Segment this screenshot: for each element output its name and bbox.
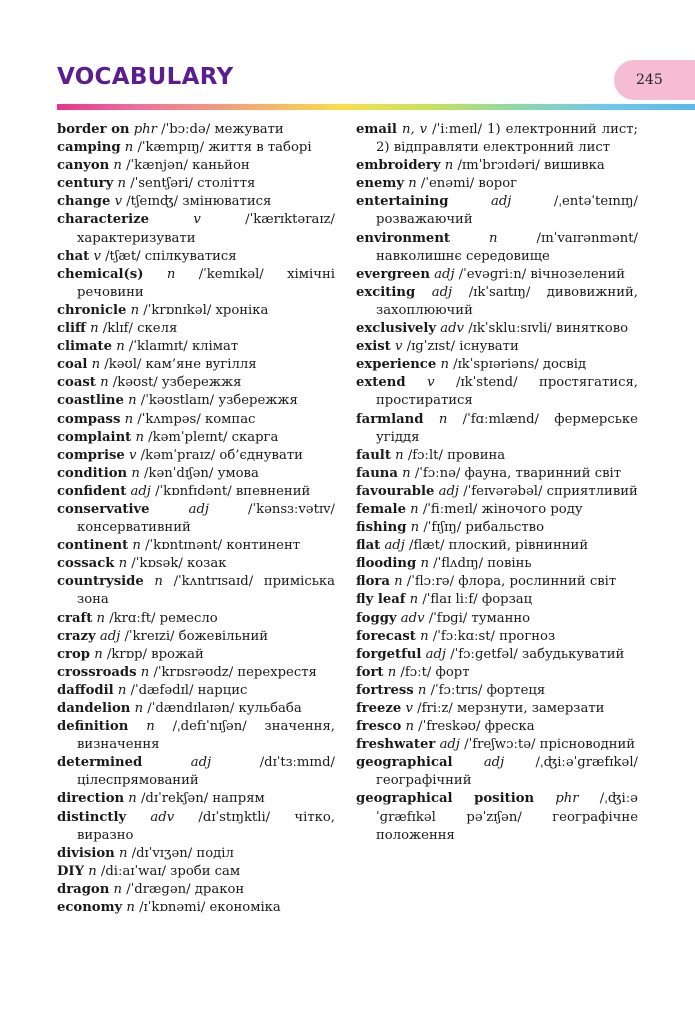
entry-part-of-speech: n — [126, 900, 135, 916]
entry-word: crazy — [57, 628, 96, 644]
vocabulary-entry — [356, 718, 638, 736]
entry-word: evergreen — [356, 266, 430, 282]
entry-word: distinctly — [57, 809, 127, 825]
entry-transcription-translation: /ˈkəʊstlaɪn/ узбережжя — [136, 393, 298, 409]
entry-word: climate — [57, 339, 113, 355]
entry-transcription-translation: /ˈkrɒnɪkəl/ хроніка — [139, 302, 269, 318]
entry-transcription-translation: /ˈfeɪvərəbəl/ сприятливий — [459, 483, 638, 499]
vocabulary-column-right — [356, 121, 638, 845]
entry-word: extend — [356, 375, 406, 391]
vocabulary-entry — [57, 447, 335, 465]
vocabulary-entry — [57, 628, 335, 646]
entry-transcription-translation: /ˈfɔːnə/ фауна, тваринний світ — [410, 465, 622, 481]
entry-transcription-translation: /ˈklaɪmɪt/ клімат — [124, 339, 239, 355]
entry-part-of-speech: n — [444, 158, 454, 174]
vocabulary-entry — [57, 411, 335, 429]
entry-part-of-speech: n — [410, 501, 419, 517]
entry-transcription-translation: /ˈflaɪ liːf/ форзац — [418, 592, 533, 608]
vocabulary-entry — [57, 845, 335, 863]
entry-part-of-speech: n — [124, 411, 134, 427]
vocabulary-entry — [356, 465, 638, 483]
entry-part-of-speech: n — [135, 429, 144, 445]
entry-word: chat — [57, 248, 90, 264]
entry-word: conservative — [57, 501, 150, 517]
entry-word: continent — [57, 538, 129, 554]
entry-part-of-speech: n — [118, 556, 128, 572]
entry-part-of-speech: n — [90, 321, 99, 337]
entry-part-of-speech: v — [405, 701, 413, 716]
vocabulary-entry — [356, 646, 638, 664]
entry-transcription-translation: /ˈflɔːrə/ флора, рослинний світ — [402, 574, 617, 590]
entry-word: foggy — [356, 610, 397, 626]
entry-transcription-translation: /ˈkænjən/ каньйон — [121, 158, 250, 174]
vocabulary-entry — [57, 646, 335, 664]
entry-part-of-speech: adj — [130, 483, 151, 499]
entry-transcription-translation: /kəʊl/ кам’яне вугілля — [100, 357, 257, 373]
entry-transcription-translation: /dɪˈstɪŋktli/ чітко, виразно — [77, 809, 335, 843]
entry-transcription-translation: /ˈfɔːtrɪs/ фортеця — [426, 682, 546, 698]
entry-word: complaint — [57, 429, 132, 445]
entry-part-of-speech: adj — [483, 755, 505, 771]
entry-word: daffodil — [57, 682, 114, 698]
entry-word: change — [57, 194, 111, 210]
entry-part-of-speech: n — [113, 158, 122, 174]
entry-word: direction — [57, 791, 125, 807]
vocabulary-entry — [57, 429, 335, 447]
entry-word: characterize — [57, 212, 150, 228]
entry-word: compass — [57, 411, 121, 427]
vocabulary-entry — [57, 537, 335, 555]
vocabulary-entry — [356, 175, 638, 193]
entry-transcription-translation: /ˈkɒnfɪdənt/ впевнений — [150, 483, 311, 499]
entry-word: female — [356, 501, 406, 517]
entry-word: countryside — [57, 574, 144, 590]
entry-transcription-translation: /ˈkærɪktəraɪz/ характеризувати — [77, 212, 335, 246]
vocabulary-entry — [356, 193, 638, 229]
entry-word: confident — [57, 483, 127, 499]
vocabulary-entry — [57, 374, 335, 392]
vocabulary-entry — [57, 573, 335, 609]
entry-transcription-translation: /ɪnˈvaɪrənmənt/ навколишнє середовище — [376, 230, 638, 264]
entry-transcription-translation: /ˈfɑːmlænd/ фермерське угіддя — [376, 411, 638, 445]
entry-part-of-speech: n — [402, 465, 411, 481]
entry-part-of-speech: n — [405, 719, 414, 735]
entry-part-of-speech: n — [489, 230, 498, 246]
entry-word: determined — [57, 755, 143, 771]
vocabulary-entry — [356, 682, 638, 700]
entry-part-of-speech: n — [440, 357, 449, 373]
entry-transcription-translation: /kəʊst/ узбережжя — [108, 375, 242, 391]
entry-transcription-translation: /kənˈdɪʃən/ умова — [139, 465, 259, 481]
entry-word: cossack — [57, 556, 115, 572]
entry-word: geographical position — [356, 791, 535, 807]
vocabulary-entry — [356, 664, 638, 682]
entry-word: environment — [356, 230, 451, 246]
entry-transcription-translation: /ˈsentʃəri/ століття — [126, 176, 256, 192]
vocabulary-entry — [356, 266, 638, 284]
entry-word: experience — [356, 357, 437, 373]
vocabulary-entry — [57, 718, 335, 754]
entry-transcription-translation: /fɔːt/ форт — [396, 664, 470, 680]
entry-transcription-translation: /dɪˈrekʃən/ напрям — [136, 791, 265, 807]
entry-transcription-translation: /ˈfreskəʊ/ фреска — [413, 719, 535, 735]
entry-part-of-speech: n — [124, 140, 134, 156]
vocabulary-column-left — [57, 121, 335, 917]
vocabulary-entry — [356, 320, 638, 338]
entry-word: entertaining — [356, 194, 449, 210]
entry-part-of-speech: phr — [133, 122, 157, 137]
entry-word: division — [57, 845, 115, 861]
entry-word: forecast — [356, 628, 416, 644]
entry-part-of-speech: n — [131, 465, 140, 481]
entry-part-of-speech: v — [427, 375, 435, 391]
entry-word: forgetful — [356, 646, 422, 662]
vocabulary-entry — [356, 700, 638, 718]
entry-transcription-translation: /ˈdæfədɪl/ нарцис — [126, 682, 248, 698]
vocabulary-entry — [356, 537, 638, 555]
entry-word: fort — [356, 664, 384, 680]
entry-part-of-speech: v — [114, 194, 123, 210]
entry-transcription-translation: /ˈfreʃwɔːtə/ прісноводний — [459, 737, 636, 753]
vocabulary-entry — [356, 790, 638, 844]
vocabulary-entry — [356, 754, 638, 790]
entry-part-of-speech: n — [132, 538, 141, 554]
entry-part-of-speech: n — [408, 176, 417, 192]
entry-transcription-translation: /ɪkˈskluːsɪvli/ винятково — [464, 321, 629, 337]
entry-transcription-translation: /diːaɪˈwaɪ/ зроби сам — [96, 863, 241, 879]
vocabulary-entry — [57, 157, 335, 175]
entry-word: canyon — [57, 158, 110, 174]
entry-part-of-speech: phr — [555, 791, 579, 807]
entry-word: fishing — [356, 520, 407, 536]
vocabulary-entry — [57, 754, 335, 790]
vocabulary-entry — [57, 700, 335, 718]
entry-word: coal — [57, 357, 88, 373]
entry-transcription-translation: /ˈfɪʃɪŋ/ рибальство — [419, 520, 545, 536]
vocabulary-entry — [57, 175, 335, 193]
entry-word: cliff — [57, 321, 86, 337]
entry-part-of-speech: n — [128, 791, 137, 807]
entry-part-of-speech: n — [113, 881, 123, 897]
entry-part-of-speech: n — [94, 646, 103, 662]
entry-part-of-speech: adj — [188, 501, 209, 517]
entry-part-of-speech: n, v — [401, 122, 428, 137]
entry-word: freeze — [356, 701, 402, 716]
vocabulary-entry — [356, 121, 638, 157]
vocabulary-entry — [356, 519, 638, 537]
entry-transcription-translation: /ˈkʌntrɪsaɪd/ приміська зона — [77, 574, 335, 608]
entry-transcription-translation: /ˈflʌdɪŋ/ повінь — [428, 556, 532, 572]
vocabulary-entry — [57, 809, 335, 845]
entry-part-of-speech: adv — [150, 809, 175, 825]
vocabulary-entry — [356, 374, 638, 410]
entry-word: comprise — [57, 447, 125, 463]
entry-part-of-speech: adj — [190, 755, 212, 771]
vocabulary-entry — [356, 157, 638, 175]
entry-word: flooding — [356, 556, 417, 572]
entry-word: fauna — [356, 465, 398, 481]
page-number: 245 — [636, 72, 663, 88]
entry-transcription-translation: /ˈkɒsək/ козак — [127, 556, 227, 572]
entry-word: enemy — [356, 176, 404, 192]
entry-word: flora — [356, 574, 390, 590]
entry-word: camping — [57, 140, 121, 156]
entry-word: geographical — [356, 755, 453, 771]
vocabulary-entry — [57, 211, 335, 247]
entry-transcription-translation: /friːz/ мерзнути, замерзати — [412, 701, 605, 716]
entry-part-of-speech: adj — [434, 266, 455, 282]
entry-transcription-translation: /ˈkɒntɪnənt/ континент — [140, 538, 301, 554]
vocabulary-entry — [57, 555, 335, 573]
entry-transcription-translation: /flæt/ плоский, рівнинний — [404, 538, 589, 554]
entry-part-of-speech: adj — [425, 646, 446, 662]
entry-transcription-translation: /klɪf/ скеля — [98, 321, 178, 337]
entry-part-of-speech: n — [395, 447, 404, 463]
entry-transcription-translation: /ˌʤiːəˈɡræfɪkəl pəˈzɪʃən/ географічне положення — [376, 791, 638, 843]
entry-part-of-speech: n — [420, 556, 429, 572]
entry-transcription-translation: /krɒp/ врожай — [102, 646, 204, 662]
entry-part-of-speech: n — [394, 574, 403, 590]
entry-word: favourable — [356, 483, 435, 499]
entry-part-of-speech: n — [118, 845, 128, 861]
entry-transcription-translation: /kəmˈpleɪnt/ скарга — [143, 429, 279, 445]
vocabulary-entry — [356, 338, 638, 356]
entry-part-of-speech: n — [117, 682, 127, 698]
entry-transcription-translation: /ˈfɒɡi/ туманно — [424, 610, 531, 626]
vocabulary-entry — [356, 501, 638, 519]
vocabulary-entry — [57, 465, 335, 483]
vocabulary-entry — [356, 411, 638, 447]
entry-word: fault — [356, 447, 391, 463]
entry-part-of-speech: n — [128, 393, 137, 409]
entry-transcription-translation: /ˈkənsɜːvətɪv/ консервативний — [77, 501, 335, 536]
entry-transcription-translation: /ɪkˈspɪəriəns/ досвід — [448, 357, 587, 373]
vocabulary-entry — [57, 356, 335, 374]
vocabulary-entry — [356, 573, 638, 591]
vocabulary-entry — [356, 736, 638, 754]
entry-word: embroidery — [356, 158, 441, 174]
entry-transcription-translation: /ɪkˈsaɪtɪŋ/ дивовижний, захоплюючий — [376, 284, 638, 318]
entry-part-of-speech: adj — [99, 628, 121, 644]
vocabulary-entry — [356, 447, 638, 465]
vocabulary-entry — [356, 591, 638, 609]
entry-transcription-translation: /ˈevəɡriːn/ вічнозелений — [454, 266, 626, 282]
vocabulary-entry — [356, 284, 638, 320]
vocabulary-entry — [57, 483, 335, 501]
vocabulary-entry — [57, 320, 335, 338]
entry-transcription-translation: /ˈdændɪlaɪən/ кульбаба — [143, 701, 302, 716]
entry-part-of-speech: v — [394, 339, 403, 355]
entry-transcription-translation: /ɪɡˈzɪst/ існувати — [402, 339, 519, 355]
entry-part-of-speech: n — [134, 701, 144, 716]
entry-word: exciting — [356, 284, 416, 300]
entry-part-of-speech: adv — [400, 610, 425, 626]
entry-word: farmland — [356, 411, 424, 427]
entry-transcription-translation: /ˈkæmpɪŋ/ життя в таборі — [133, 140, 312, 156]
entry-part-of-speech: n — [417, 682, 427, 698]
entry-transcription-translation: /ˈbɔːdə/ межувати — [156, 122, 284, 137]
entry-part-of-speech: n — [130, 302, 140, 318]
entry-part-of-speech: n — [100, 375, 109, 391]
entry-word: chronicle — [57, 302, 127, 318]
entry-transcription-translation: /tʃæt/ спілкуватися — [100, 248, 237, 264]
entry-word: freshwater — [356, 737, 436, 753]
entry-word: flat — [356, 538, 381, 554]
entry-transcription-translation: /ˈkemɪkəl/ хімічні речовини — [77, 266, 335, 300]
vocabulary-entry — [57, 248, 335, 266]
entry-part-of-speech: n — [154, 574, 163, 590]
vocabulary-entry — [57, 121, 335, 139]
entry-part-of-speech: n — [91, 357, 101, 373]
entry-word: fly leaf — [356, 592, 406, 608]
entry-part-of-speech: adj — [384, 538, 405, 554]
vocabulary-entry — [57, 338, 335, 356]
vocabulary-entry — [57, 881, 335, 899]
entry-transcription-translation: /ˌʤiːəˈɡræfɪkəl/ географічний — [376, 755, 638, 789]
vocabulary-entry — [57, 193, 335, 211]
entry-transcription-translation: /ˈfiːmeɪl/ жіночого роду — [418, 501, 583, 517]
vocabulary-entry — [356, 483, 638, 501]
entry-part-of-speech: n — [140, 664, 150, 680]
entry-word: border on — [57, 122, 130, 137]
entry-part-of-speech: n — [387, 664, 397, 680]
entry-part-of-speech: n — [420, 628, 429, 644]
vocabulary-entry — [356, 555, 638, 573]
entry-word: exclusively — [356, 321, 437, 337]
entry-transcription-translation: /ˈiːmeɪl/ 1) електронний лист; 2) відправляти електронний лист — [376, 122, 638, 156]
vocabulary-entry — [356, 610, 638, 628]
vocabulary-entry — [356, 628, 638, 646]
entry-word: coastline — [57, 393, 124, 409]
entry-transcription-translation: /tʃeɪnʤ/ змінюватися — [122, 194, 272, 210]
vocabulary-entry — [356, 356, 638, 374]
entry-word: chemical(s) — [57, 266, 144, 282]
entry-transcription-translation: /dɪˈtɜːmɪnd/ цілеспрямований — [77, 755, 335, 789]
vocabulary-entry — [57, 790, 335, 808]
entry-part-of-speech: n — [146, 719, 155, 735]
entry-word: coast — [57, 375, 96, 391]
entry-transcription-translation: /ˈkreɪzi/ божевільний — [120, 628, 269, 644]
vocabulary-entry — [57, 610, 335, 628]
vocabulary-entry — [57, 664, 335, 682]
entry-word: dandelion — [57, 701, 131, 716]
entry-transcription-translation: /kəmˈpraɪz/ об’єднувати — [136, 447, 303, 463]
vocabulary-entry — [57, 266, 335, 302]
entry-transcription-translation: /ˌdefɪˈnɪʃən/ значення, визначення — [77, 719, 335, 753]
vocabulary-entry — [57, 863, 335, 881]
entry-word: crossroads — [57, 664, 137, 680]
entry-part-of-speech: v — [128, 447, 137, 463]
entry-word: century — [57, 176, 114, 192]
entry-part-of-speech: adv — [440, 321, 465, 337]
entry-transcription-translation: /ˌentəˈteɪnɪŋ/ розважаючий — [376, 194, 638, 228]
entry-transcription-translation: /ˈdræɡən/ дракон — [122, 881, 245, 897]
entry-transcription-translation: /dɪˈvɪʒən/ поділ — [127, 845, 234, 861]
entry-part-of-speech: adj — [491, 194, 512, 210]
entry-word: fresco — [356, 719, 402, 735]
entry-transcription-translation: /ˈfɔːkɑːst/ прогноз — [428, 628, 556, 644]
entry-transcription-translation: /ˈkʌmpəs/ компас — [133, 411, 256, 427]
entry-transcription-translation: /fɔːlt/ провина — [403, 447, 506, 463]
vocabulary-entry — [57, 682, 335, 700]
vocabulary-entry — [356, 230, 638, 266]
vocabulary-entry — [57, 139, 335, 157]
entry-part-of-speech: v — [193, 212, 201, 228]
entry-part-of-speech: v — [93, 248, 101, 264]
entry-word: crop — [57, 646, 90, 662]
vocabulary-entry — [57, 392, 335, 410]
vocabulary-entry — [57, 501, 335, 537]
entry-word: exist — [356, 339, 391, 355]
entry-part-of-speech: n — [88, 863, 97, 879]
entry-part-of-speech: adj — [438, 483, 459, 499]
entry-part-of-speech: n — [410, 520, 420, 536]
entry-part-of-speech: n — [166, 266, 176, 282]
entry-transcription-translation: /ɪkˈstend/ простягатися, простиратися — [376, 375, 638, 409]
entry-transcription-translation: /ɪˈkɒnəmi/ економіка — [134, 900, 281, 916]
entry-transcription-translation: /ɪmˈbrɔɪdəri/ вишивка — [453, 158, 605, 174]
entry-word: fortress — [356, 682, 414, 698]
entry-transcription-translation: /ˈenəmi/ ворог — [416, 176, 518, 192]
entry-word: definition — [57, 719, 129, 735]
vocabulary-entry — [57, 302, 335, 320]
entry-word: craft — [57, 610, 93, 626]
entry-part-of-speech: n — [409, 592, 419, 608]
vocabulary-entry — [57, 899, 335, 917]
entry-word: DIY — [57, 863, 85, 879]
entry-part-of-speech: n — [438, 411, 448, 427]
entry-word: condition — [57, 465, 128, 481]
entry-part-of-speech: adj — [431, 284, 453, 300]
entry-word: economy — [57, 900, 123, 916]
entry-part-of-speech: n — [116, 339, 125, 355]
entry-transcription-translation: /ˈkrɒsrəʊdz/ перехрестя — [149, 664, 317, 680]
rainbow-divider — [57, 104, 695, 110]
entry-word: dragon — [57, 881, 110, 897]
entry-word: email — [356, 122, 397, 137]
entry-part-of-speech: n — [96, 610, 105, 626]
entry-part-of-speech: n — [117, 176, 127, 192]
entry-transcription-translation: /ˈfɔːɡetfəl/ забудькуватий — [446, 646, 625, 662]
entry-part-of-speech: adj — [439, 737, 460, 753]
page-title: VOCABULARY — [57, 64, 234, 90]
entry-transcription-translation: /krɑːft/ ремесло — [105, 610, 218, 626]
